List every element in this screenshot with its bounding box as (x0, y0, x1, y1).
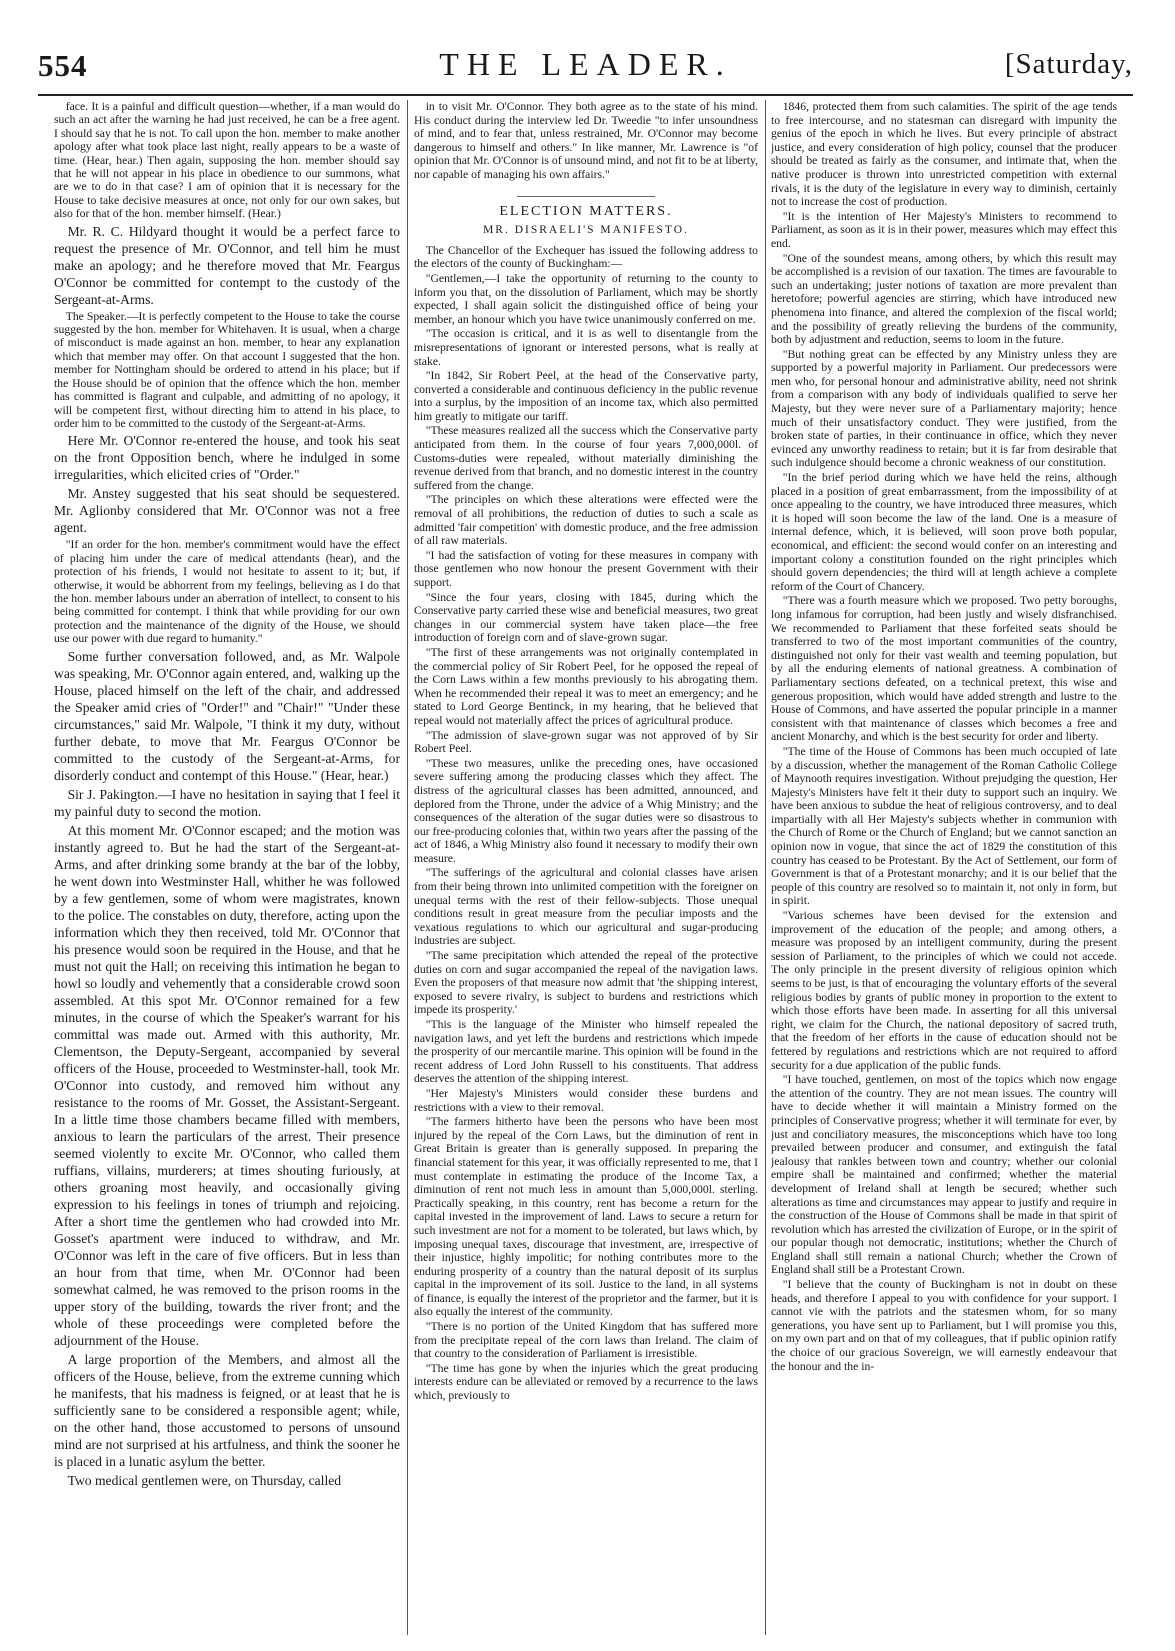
article-paragraph: in to visit Mr. O'Connor. They both agree as to the state of his mind. His conduct during the interview led Dr. Tweedie "to infer unsoundness of mind, and to fear that, unless restrained, Mr. O'Connor may become dangerous to himself and others." In like manner, Mr. Lawrence is "of opinion that Mr. O'Connor is of unsound mind, and not fit to be at liberty, nor capable of managing his own affairs." (414, 100, 758, 181)
article-paragraph: Mr. R. C. Hildyard thought it would be a perfect farce to request the presence of Mr. O'Connor, and tell him he must make an apology; and he therefore moved that Mr. Feargus O'Connor be committed for contempt to the custody of the Sergeant-at-Arms. (54, 223, 400, 307)
manifesto-body (414, 244, 758, 1403)
article-paragraph: "Her Majesty's Ministers would consider these burdens and restrictions with a view to their removal. (414, 1086, 758, 1114)
article-paragraph: "I have touched, gentlemen, on most of the topics which now engage the attention of the country. They are not mean issues. The country will have to decide whether it will maintain a Ministry formed on the principles of Conservative progress; whether it will terminate for ever, by just and conciliatory measures, the misconceptions which have too long prevailed between producer and consumer, and extinguish the fatal jealousy that rankles between town and country; whether our colonial empire shall be maintained and confirmed; whether the material development of Ireland shall at length be secured; whether such alterations as time and circumstances may appear to justify and require in the construction of the House of Commons shall be made in that spirit of revolution which has arrested the civilization of Europe, or in the spirit of our popular though not democratic, institutions; whether the Church of England shall still remain a national Church; whether the Crown of England shall still be a Protestant Crown. (771, 1073, 1117, 1277)
page-number: 554 (38, 48, 88, 83)
column-left (54, 100, 400, 1640)
article-paragraph: "The same precipitation which attended the repeal of the protective duties on corn and sugar accompanied the repeal of the navigation laws. Even the proposers of that measure now admit that 'the shipping interest, exposed to severe rivalry, is subject to burdens and restrictions which impede its prosperity.' (414, 949, 758, 1017)
article-paragraph: "The principles on which these alterations were effected were the removal of all prohibitions, the reduction of duties to such a scale as admitted 'fair competition' with domestic produce, and the free admission of all raw materials. (414, 493, 758, 548)
article-paragraph: "The farmers hitherto have been the persons who have been most injured by the repeal of the Corn Laws, but the diminution of rent in Great Britain is greater than is generally supposed. In preparing the financial statement for this year, it was officially represented to me, that I must contemplate in estimating the produce of the Income Tax, a diminution of rent not much less in amount than 5,000,000l. sterling. Practically speaking, in this country, rent has become a return for the capital invested in the improvement of land. Laws to secure a return for such investment are not for a moment to be tolerated, but laws which, by imposing unequal taxes, discourage that investment, are, irrespective of their injustice, highly impolitic; for nothing contributes more to the enduring prosperity of a country than the natural deposit of its surplus capital in the improvement of its soil. Justice to the land, in all systems of finance, is equally the interest of the proprietor and the farmer, but it is also equally the interest of the community. (414, 1115, 758, 1319)
article-paragraph: face. It is a painful and difficult question—whether, if a man would do such an act after the warning he had just received, he can be a free agent. I should say that he is not. To call upon the hon. member to make another apology after what took place last night, really appears to be a waste of time. (Hear, hear.) Then again, supposing the hon. member should say that he will not appear in his place in obedience to our summons, what are we to do in that case? I am of opinion that it is necessary for the House to take decisive measures at once, not only for our own sakes, but also for that of the hon. member himself. (Hear.) (54, 100, 400, 221)
article-paragraph: Here Mr. O'Connor re-entered the house, and took his seat on the front Opposition bench, where he indulged in some irregularities, which elicited cries of "Order." (54, 433, 400, 483)
article-paragraph: "There is no portion of the United Kingdom that has suffered more from the precipitate repeal of the corn laws than Ireland. The claim of that country to the consideration of Parliament is irresistible. (414, 1320, 758, 1361)
article-paragraph: 1846, protected them from such calamities. The spirit of the age tends to free intercourse, and no statesman can disregard with impunity the genius of the epoch in which he lives. But every principle of abstract justice, and every consideration of high policy, counsel that the producer should be treated as fairly as the consumer, and intimate that, when the native producer is thrown into unrestricted competition with external rivals, it is the duty of the legislature in every way to diminish, certainly not to increase the cost of production. (771, 100, 1117, 209)
article-paragraph: "The occasion is critical, and it is as well to disentangle from the misrepresentations of ignorant or interested persons, what is really at stake. (414, 327, 758, 368)
article-paragraph: The Speaker.—It is perfectly competent to the House to take the course suggested by the hon. member for Whitehaven. It is usual, when a charge of misconduct is made against an hon. member, to hear any explanation which that member may offer. On that account I suggested that the hon. member for Nottingham should be ordered to attend in his place; but if the House should be of opinion that the offence which the hon. member has committed is flagrant and culpable, and admitting of no apology, it will be competent first, without directing him to attend in his place, to order him to be committed to the custody of the Sergeant-at-Arms. (54, 309, 400, 430)
column-divider (407, 100, 408, 1635)
section-heading-text: ELECTION MATTERS. (499, 203, 673, 219)
article-paragraph: At this moment Mr. O'Connor escaped; and the motion was instantly agreed to. But he had the start of the Sergeant-at-Arms, and after drinking some brandy at the bar of the lobby, he went down into Westminster Hall, whither he was followed by a few gentlemen, some of whom were magistrates, known to the police. The constables on duty, therefore, acting upon the information which they then received, told Mr. O'Connor that his presence would soon be required in the House, and that he must not quit the Hall; on receiving this intimation he began to howl so loudly and vehemently that a considerable crowd soon assembled. At this spot Mr. O'Connor remained for a few minutes, in the course of which the Speaker's warrant for his committal was made out. Armed with this authority, Mr. Clementson, the Deputy-Sergeant, accompanied by several officers of the House, proceeded to Westminster-hall, took Mr. O'Connor into custody, and removed him without any resistance to the rooms of Mr. Gosset, the Assistant-Sergeant. In a little time those chambers became filled with members, anxious to learn the particulars of the arrest. Their presence seemed violently to excite Mr. O'Connor, who called them ruffians, villains, murderers; at times shouting furiously, at others groaning most heavily, and occasionally giving expression to his feelings in tones of triumph and rejoicing. After a short time the gentlemen who had crowded into Mr. Gosset's apartment were induced to withdraw, and Mr. O'Connor was left in the care of five officers. But in less than an hour from that time, when Mr. O'Connor had been somewhat calmed, he was removed to the prison rooms in the upper story of the building, towards the river front; and the whole of these proceedings were completed before the adjournment of the House. (54, 822, 400, 1348)
article-paragraph: "The admission of slave-grown sugar was not approved of by Sir Robert Peel. (414, 728, 758, 756)
section-heading (499, 196, 673, 219)
article-paragraph: "But nothing great can be effected by any Ministry unless they are supported by a powerful majority in Parliament. Our predecessors were men who, for personal honour and administrative ability, need not shrink from a comparison with any body of individuals qualified to serve her Majesty, but they were never sure of a Parliamentary majority; hence much of their unsatisfactory conduct. They were justified, from the broken state of parties, in their continuance in office, which they never evinced any unworthy readiness to retain; but it is far from desirable that such indulgence should become a chronic weakness of our constitution. (771, 347, 1117, 470)
article-paragraph: Mr. Anstey suggested that his seat should be sequestered. Mr. Aglionby considered that Mr. O'Connor was not a free agent. (54, 486, 400, 536)
article-paragraph: "The sufferings of the agricultural and colonial classes have arisen from their being thrown into unlimited competition with the foreigner on unequal terms with the rest of their fellow-subjects. Those unequal conditions result in great measure from the peculiar imposts and the vexatious regulations to which our agricultural and sugar-producing industries are subject. (414, 866, 758, 948)
article-paragraph: "Since the four years, closing with 1845, during which the Conservative party carried these wise and beneficial measures, two great changes in our commercial system have taken place—the free introduction of foreign corn and of slave-grown sugar. (414, 590, 758, 645)
article-paragraph: "I had the satisfaction of voting for these measures in company with those gentlemen who now honour the present Government with their support. (414, 548, 758, 589)
article-paragraph: The Chancellor of the Exchequer has issued the following address to the electors of the county of Buckingham:— (414, 243, 758, 271)
section-subheading: MR. DISRAELI'S MANIFESTO. (483, 224, 689, 237)
article-paragraph: "I believe that the county of Buckingham is not in doubt on these heads, and therefore I appeal to you with confidence for your support. I cannot vie with the patriots and the statesmen whom, for so many generations, you have sent up to Parliament, but I will promise you this, on my own part and on that of my colleagues, that if public opinion ratify the choice of our gracious Sovereign, we will earnestly endeavour that the honour and the in- (771, 1278, 1117, 1373)
article-paragraph: "If an order for the hon. member's commitment would have the effect of placing him under the care of medical attendants (hear), and the protection of his friends, I would not hesitate to assent to it; but, if otherwise, it would be abhorrent from my feelings, believing as I do that the hon. member labours under an aberration of intellect, to consent to his being committed for contempt. I think that while providing for our own protection and the maintenance of the dignity of the House, we should use our power with due regard to humanity." (54, 538, 400, 646)
newspaper-title: THE LEADER. (439, 46, 732, 82)
article-paragraph: "The time of the House of Commons has been much occupied of late by a discussion, whether the management of the Roman Catholic College of Maynooth requires investigation. Without prejudging the question, Her Majesty's Ministers have felt it their duty to support such an inquiry. We have been anxious to subdue the heat of religious controversy, and to deal impartially with all Her Majesty's subjects whether in communion with the Church of Rome or the Church of England; but we cannot sanction an opinion now in vogue, that since the act of 1829 the constitution of this country has ceased to be Protestant. By the Act of Settlement, our form of Government is that of a Protestant monarchy; and it is our belief that the people of this country are resolved so to maintain it, not only in form, but in spirit. (771, 744, 1117, 908)
article-paragraph: "One of the soundest means, among others, by which this result may be accomplished is a revision of our taxation. The times are favourable to such an undertaking; juster notions of taxation are more prevalent than heretofore; powerful agencies are stirring, which have introduced new phenomena into finance, and altered the complexion of the fiscal world; and the possibility of greatly relieving the burdens of the community, both by adjustment and reduction, seems to loom in the future. (771, 251, 1117, 347)
article-paragraph: "This is the language of the Minister who himself repealed the navigation laws, and yet left the burdens and restrictions which impede the prosperity of our mercantile marine. This opinion will be found in the recent address of Lord John Russell to his constituents. That address deserves the attention of the shipping interest. (414, 1018, 758, 1086)
article-paragraph: Some further conversation followed, and, as Mr. Walpole was speaking, Mr. O'Connor again entered, and, walking up the House, placed himself on the left of the chair, and addressed the Speaker amid cries of "Order!" and "Chair!" "Under these circumstances," said Mr. Walpole, "I think it my duty, without further debate, to move that Mr. Feargus O'Connor be committed to the custody of the Sergeant-at-Arms, for disorderly conduct and contempt of this House." (Hear, hear.) (54, 648, 400, 783)
column-right (771, 100, 1117, 1640)
masthead (38, 42, 1133, 96)
article-paragraph: Sir J. Pakington.—I have no hesitation in saying that I feel it my painful duty to second the motion. (54, 786, 400, 819)
article-paragraph: "These two measures, unlike the preceding ones, have occasioned severe suffering among the producing classes which they affect. The distress of the agricultural classes has been admitted, announced, and deplored from the Throne, under the advice of a Whig Ministry; and the consequences of the alteration of the sugar duties were so disastrous to our free-producing colonies that, within two years after the passing of the act of 1846, a Whig Ministry also found it necessary to modify their own measure. (414, 756, 758, 865)
article-paragraph: Two medical gentlemen were, on Thursday, called (67, 1472, 342, 1488)
issue-day: [Saturday, (1004, 48, 1133, 80)
article-paragraph: "Gentlemen,—I take the opportunity of returning to the county to inform you that, on the dissolution of Parliament, which may be shortly expected, I shall again solicit the distinguished office of being your member, an honour which you have twice unanimously conferred on me. (414, 271, 758, 326)
article-paragraph: "In the brief period during which we have held the reins, although placed in a position of great embarrassment, from the impossibility of at once appealing to the country, we have introduced three measures, which it is hoped will soon become the law of the land. One is a measure of internal defence, which, it is believed, will soon prove both popular, economical, and efficient: the second would confer on an interesting and important colony a constitution founded on the right principles which should govern dependencies; the third will at length achieve a complete reform of the Court of Chancery. (771, 471, 1117, 593)
article-paragraph: "It is the intention of Her Majesty's Ministers to recommend to Parliament, as soon as it is in their power, measures which may effect this end. (771, 209, 1117, 250)
article-paragraph: "Various schemes have been devised for the extension and improvement of the education of the people; and among others, a measure was proposed by an intelligent community, during the present session of Parliament, to the principles of which we could not accede. The only principle in the present diversity of religious opinion which seems to be just, is that of encouraging the voluntary efforts of the several religious bodies by grants of public money in proportion to the extent to which those efforts have been made. In asserting for all this universal right, we claim for the Church, the national depository of sacred truth, that the freedom of her efforts in the cause of education should not be fettered by regulations and restrictions which are not required to afford security for a due application of the public funds. (771, 909, 1117, 1072)
column-middle (414, 100, 758, 1640)
article-paragraph: "The first of these arrangements was not originally contemplated in the commercial policy of Sir Robert Peel, for he opposed the repeal of the Corn Laws within a few months previously to his abrogating them. When he recommended their repeal it was to meet an emergency; and he stated to Lord George Bentinck, in my hearing, that he believed that repeal would not materially affect the prices of agricultural produce. (414, 645, 758, 727)
article-paragraph: "There was a fourth measure which we proposed. Two petty boroughs, long infamous for corruption, had been justly and wisely disfranchised. We recommended to Parliament that these forfeited seats should be transferred to two of the most important communities of the country, distinguished not only for their vast wealth and teeming population, but by all the enduring elements of national greatness. A combination of Parliamentary sections defeated, on a technical pretext, this wise and generous proposition, which would have added strength and lustre to the House of Commons, and have asserted the popular principle in a manner consistent with that maintenance of classes which becomes a free and ancient Monarchy, and which is the best security for order and liberty. (771, 594, 1117, 744)
column-divider (765, 100, 766, 1635)
article-paragraph: A large proportion of the Members, and almost all the officers of the House, believe, from the extreme cunning which he manifests, that his madness is feigned, or at least that he is sufficiently sane to be considered a responsible agent; while, on the other hand, those accustomed to persons of unsound mind are not surprised at his artfulness, and think the sooner he is placed in a lunatic asylum the better. (54, 1351, 400, 1469)
article-paragraph: "These measures realized all the success which the Conservative party anticipated from them. In the course of four years 7,000,000l. of Customs-duties were repealed, without materially diminishing the revenue derived from that branch, and no domestic interest in the country suffered from the change. (414, 424, 758, 492)
article-paragraph: "The time has gone by when the injuries which the great producing interests endure can be alleviated or removed by a recurrence to the laws which, previously to (414, 1361, 758, 1403)
article-paragraph: "In 1842, Sir Robert Peel, at the head of the Conservative party, converted a considerable and continuous deficiency in the public revenue into a surplus, by the imposition of an income tax, which also permitted him greatly to mitigate our tariff. (414, 369, 758, 423)
